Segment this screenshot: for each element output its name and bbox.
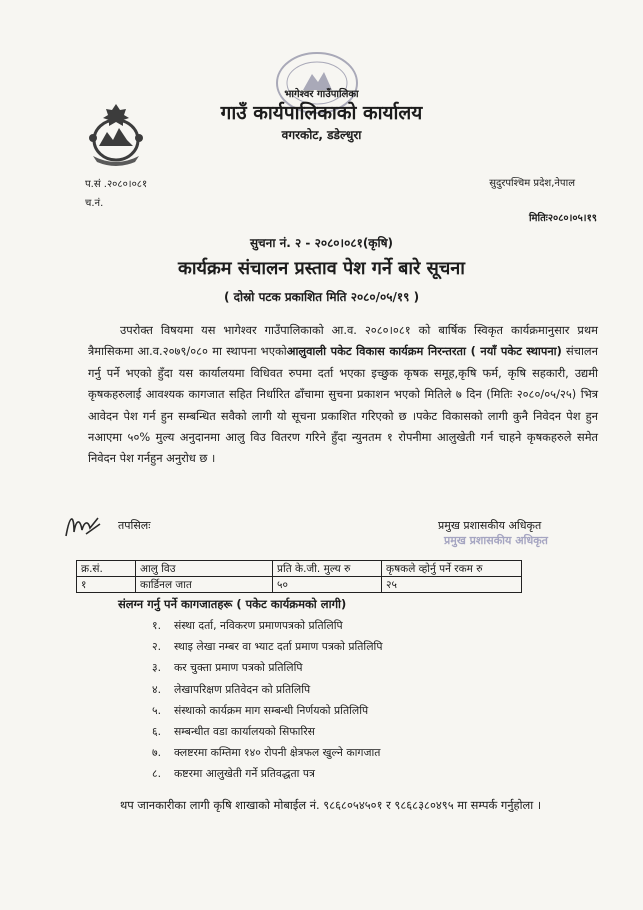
office-address: वगरकोट, डडेल्धुरा [281,128,362,142]
notice-title: कार्यक्रम संचालन प्रस्ताव पेश गर्ने बारे सूचना [178,258,465,279]
table-header-row [77,561,522,577]
notice-subtitle: ( दोस्रो पटक प्रकाशित मिति २०८०/०५/१९ ) [223,290,420,304]
table-cell: १ [77,577,136,593]
body-part-1: उपरोक्त विषयमा यस भागेश्वर गाउँपालिकाको आ.व. २०८०।०८१ को बार्षिक स्विकृत कार्यक्रमानुसार प्रथम त्रैमासिकमा आ.व.२०७९/०८० मा स्थापना भएको [88,323,598,359]
table-cell: ५० [273,577,382,593]
list-item: ४. लेखापरिक्षण प्रतिवेदन को प्रतिलिपि [152,682,311,696]
list-item: ८. कष्टरमा आलुखेती गर्ने प्रतिवद्धता पत्र [152,767,315,781]
list-item: ५. संस्थाको कार्यक्रम माग सम्बन्धी निर्णयको प्रतिलिपि [152,703,369,717]
table-cell: २५ [382,577,522,593]
table-row [77,577,522,593]
dispatch-number: च.नं. [85,198,104,209]
details-label: तपसिलः [118,519,151,532]
table-header-cell: आलु विउ [136,561,273,577]
officer-title: प्रमुख प्रशासकीय अधिकृत [438,519,542,532]
documents-heading: संलग्न गर्नु पर्ने कागजातहरू ( पकेट कार्यक्रमको लागी) [118,597,347,611]
list-item: ६. सम्बन्धीत वडा कार्यालयको सिफारिस [152,725,315,739]
list-item: ७. क्लष्टरमा कम्तिमा १४० रोपनी क्षेत्रफल खुल्ने कागजात [152,746,381,760]
officer-stamp: प्रमुख प्रशासकीय अधिकृत [444,534,548,547]
table-header-cell: प्रति के.जी. मुल्य रु [273,561,382,577]
program-highlight: आलुवाली पकेट विकास कार्यक्रम निरन्तरता ( नयाँ पकेट स्थापना) [286,344,562,359]
list-item: २. स्थाइ लेखा नम्बर वा भ्याट दर्ता प्रमाण पत्रको प्रतिलिपि [152,640,383,654]
contact-info: थप जानकारीका लागी कृषि शाखाको मोबाईल नं. ९८६८०५४५०१ र ९८६८३८०४९५ मा सम्पर्क गर्नुहोला । [120,798,542,812]
notice-body [88,320,598,470]
reference-number: प.सं .२०८०।०८१ [85,179,148,190]
notice-number: सुचना नं. २ - २०८०।०८१(कृषि) [249,236,394,250]
seed-price-table [76,560,522,593]
documents-list [152,615,382,785]
municipality-name: भागेश्वर गाउँपालिका [284,89,359,100]
body-part-2: संचालन गर्नु पर्ने भएको हुँदा यस कार्यालयमा विधिवत रुपमा दर्ता भएका इच्छुक कृषक समूह,कृषि फर्म, कृषि सहकारी, उद्यमी कृषकहरुलाई आवश्यक कागजात सहित निर्धारित ढाँचामा सुचना प्रकाशन भएको मितिले ७ दिन (मितिः २०८०/०५/२५) भित्र आवेदन पेश गर्न हुन सम्बन्धित सवैको लागी यो सूचना प्रकाशित गरिएको छ ।पकेट विकासको लागी कुनै निवेदन पेश हुन नआएमा ५०% मुल्य अनुदानमा आलु विउ वितरण गरिने हुँदा न्युनतम १ रोपनीमा आलुखेती गर्न चाहने कृषकहरुले समेत निवेदन पेश गर्नहुन अनुरोध छ । [88,344,598,466]
table-header-cell: कृषकले व्होर्नु पर्ने रकम रु [382,561,522,577]
list-item: १. संस्था दर्ता, नविकरण प्रमाणपत्रको प्रतिलिपि [152,619,343,632]
reference-block [85,175,147,213]
table-cell: कार्डिनल जात [136,577,273,593]
list-item: ३. कर चुक्ता प्रमाण पत्रको प्रतिलिपि [152,661,303,675]
table-header-cell: क्र.सं. [77,561,136,577]
province-name: सुदुरपश्चिम प्रदेश,नेपाल [489,178,575,189]
office-name: गाउँ कार्यपालिकाको कार्यालय [220,102,423,124]
signature-mark [62,510,102,544]
issue-date: मितिः२०८०।०५।१९ [528,213,597,224]
